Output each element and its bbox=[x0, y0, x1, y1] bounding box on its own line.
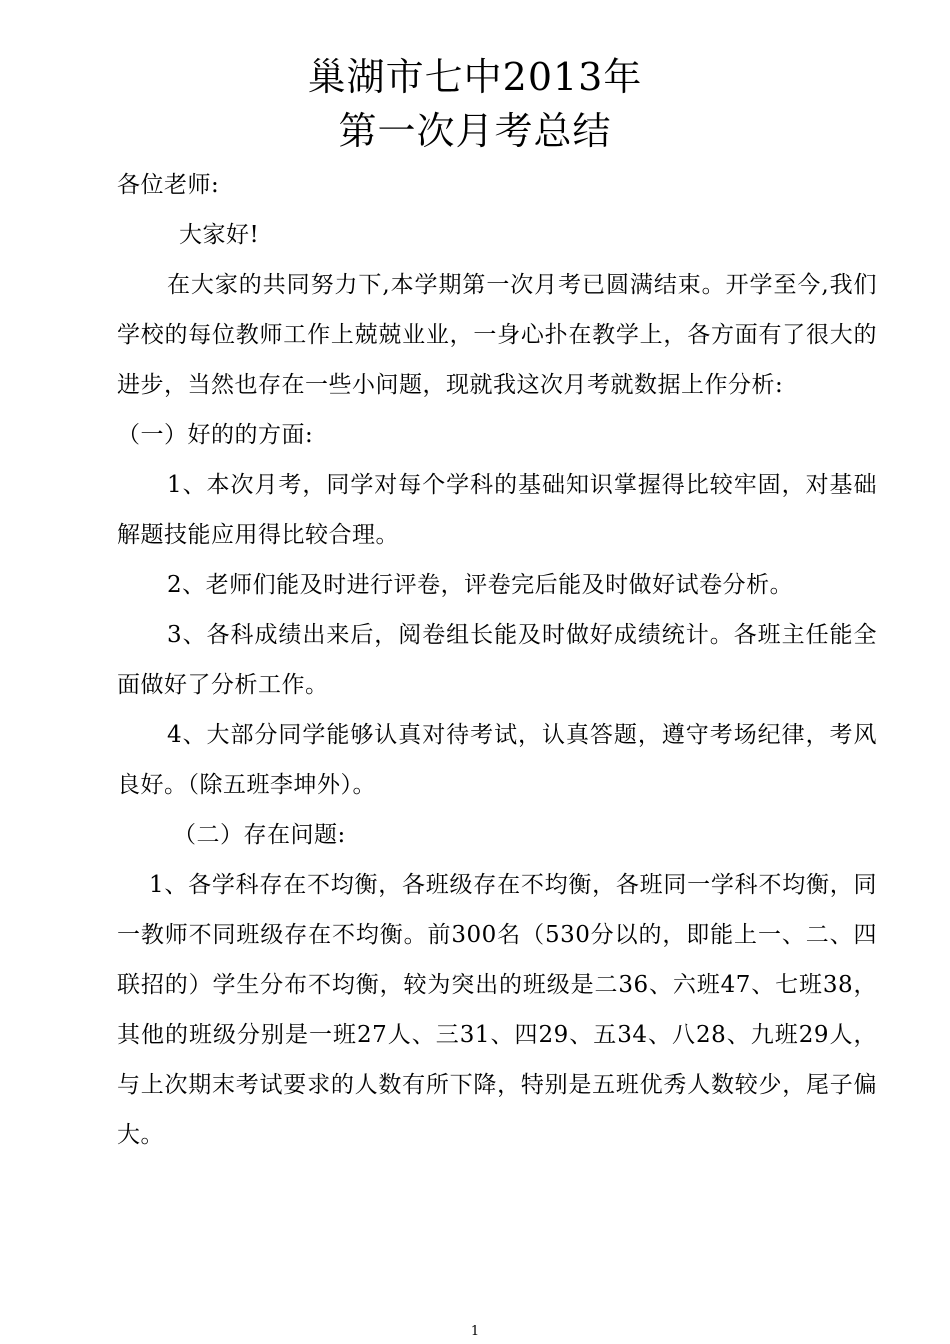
strength-item: 3、各科成绩出来后，阅卷组长能及时做好成绩统计。各班主任能全面做好了分析工作。 bbox=[117, 622, 877, 698]
document-title bbox=[0, 50, 950, 158]
strength-item: 2、老师们能及时进行评卷，评卷完后能及时做好试卷分析。 bbox=[167, 572, 794, 598]
intro-paragraph: 在大家的共同努力下,本学期第一次月考已圆满结束。开学至今,我们学校的每位教师工作上兢兢业业，一身心扑在教学上，各方面有了很大的进步，当然也存在一些小问题，现就我这次月考就数据上作分析: bbox=[117, 272, 877, 398]
salutation: 各位老师: bbox=[117, 172, 220, 198]
page-number: 1 bbox=[470, 1324, 480, 1339]
problem-item: 1、各学科存在不均衡，各班级存在不均衡，各班同一学科不均衡，同一教师不同班级存在不均衡。前300名（530分以的，即能上一、二、四联招的）学生分布不均衡，较为突出的班级是二36、六班47、七班38，其他的班级分别是一班27人、三31、四29、五34、八28、九班29人，与上次期末考试要求的人数有所下降，特别是五班优秀人数较少，尾子偏大。 bbox=[117, 872, 877, 1148]
greeting: 大家好! bbox=[179, 222, 260, 248]
title-line-2: 第一次月考总结 bbox=[338, 109, 612, 153]
section-heading-problems: （二）存在问题: bbox=[173, 822, 346, 848]
strength-item: 4、大部分同学能够认真对待考试，认真答题，遵守考场纪律，考风良好。（除五班李坤外）。 bbox=[117, 722, 877, 798]
document-body bbox=[117, 160, 877, 1160]
section-heading-strengths: （一）好的的方面: bbox=[117, 422, 314, 448]
strength-item: 1、本次月考，同学对每个学科的基础知识掌握得比较牢固，对基础解题技能应用得比较合理。 bbox=[117, 472, 877, 548]
title-line-1: 巢湖市七中2013年 bbox=[307, 55, 643, 99]
